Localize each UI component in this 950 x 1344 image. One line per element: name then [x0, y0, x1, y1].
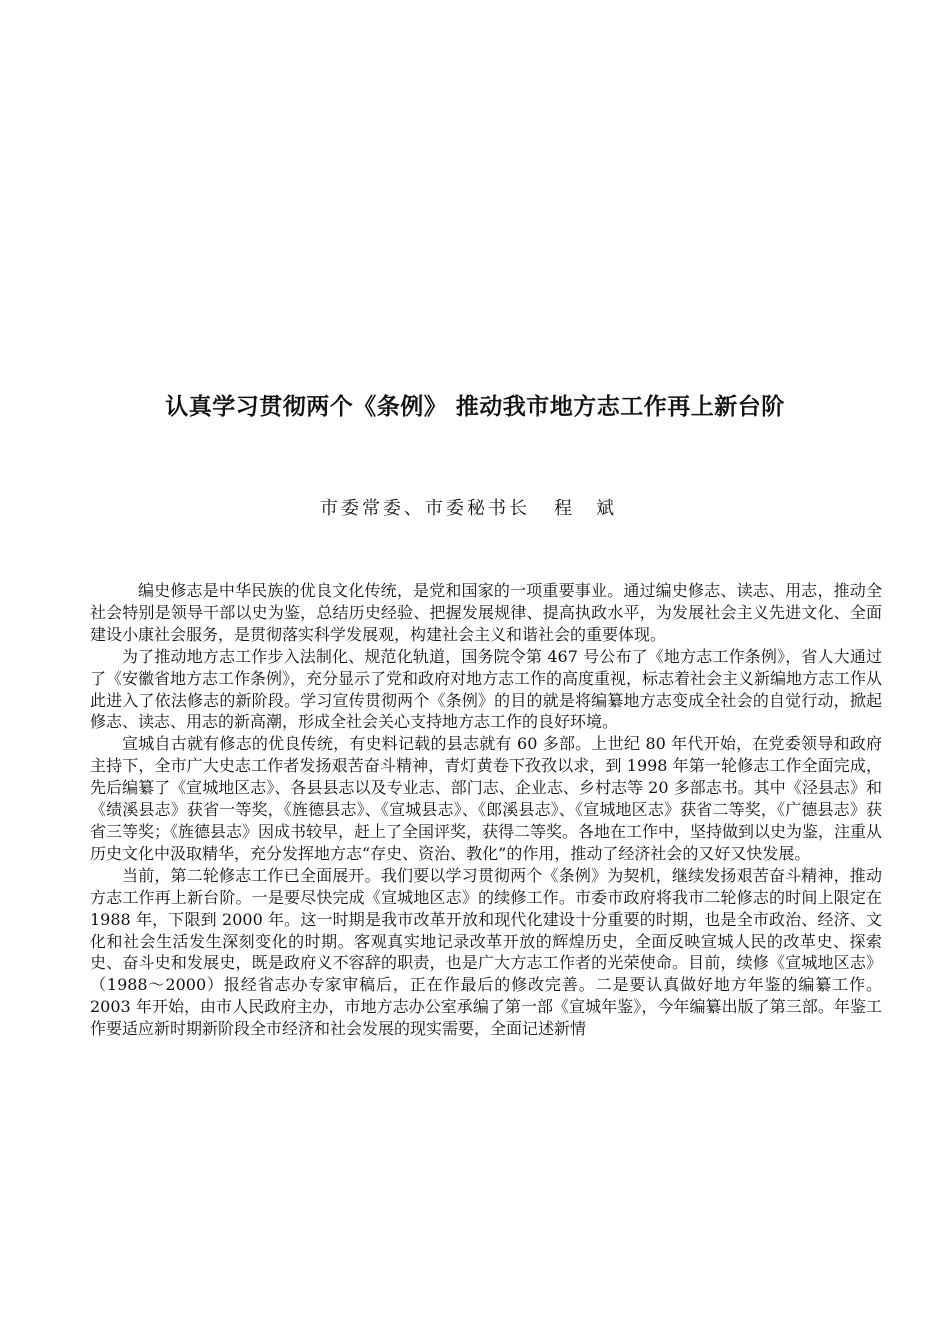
author-byline	[320, 494, 617, 520]
author-name: 程 斌	[554, 498, 617, 519]
author-position: 市委常委、市委秘书长	[320, 498, 530, 519]
document-body	[90, 580, 882, 1040]
paragraph-3: 宣城自古就有修志的优良传统，有史料记载的县志就有 60 多部。上世纪 80 年代开始，在党委领导和政府主持下，全市广大史志工作者发扬艰苦奋斗精神，青灯黄卷下孜孜以求，到 1998 年第一轮修志工作全面完成，先后编纂了《宣城地区志》、各县县志以及专业志、部门志、企业志、乡村志等 20 多部志书。其中《泾县志》和《绩溪县志》获省一等奖，《旌德县志》、《宣城县志》、《郎溪县志》、《宣城地区志》获省二等奖，《广德县志》获省三等奖；《旌德县志》因成书较早，赶上了全国评奖，获得二等奖。各地在工作中，坚持做到以史为鉴，注重从历史文化中汲取精华，充分发挥地方志“存史、资治、教化”的作用，推动了经济社会的又好又快发展。	[90, 734, 883, 863]
paragraph-2: 为了推动地方志工作步入法制化、规范化轨道，国务院令第 467 号公布了《地方志工作条例》，省人大通过了《安徽省地方志工作条例》，充分显示了党和政府对地方志工作的高度重视，标志着社会主义新编地方志工作从此进入了依法修志的新阶段。学习宣传贯彻两个《条例》的目的就是将编纂地方志变成全社会的自觉行动，掀起修志、读志、用志的新高潮，形成全社会关心支持地方志工作的良好环境。	[90, 646, 883, 732]
paragraph-4: 当前，第二轮修志工作已全面展开。我们要以学习贯彻两个《条例》为契机，继续发扬艰苦奋斗精神，推动方志工作再上新台阶。一是要尽快完成《宣城地区志》的续修工作。市委市政府将我市二轮修志的时间上限定在 1988 年，下限到 2000 年。这一时期是我市改革开放和现代化建设十分重要的时期，也是全市政治、经济、文化和社会生活发生深刻变化的时期。客观真实地记录改革开放的辉煌历史，全面反映宣城人民的改革史、探索史、奋斗史和发展史，既是政府义不容辞的职责，也是广大方志工作者的光荣使命。目前，续修《宣城地区志》（1988～2000）报经省志办专家审稿后，正在作最后的修改完善。二是要认真做好地方年鉴的编纂工作。2003 年开始，由市人民政府主办，市地方志办公室承编了第一部《宣城年鉴》，今年编纂出版了第三部。年鉴工作要适应新时期新阶段全市经济和社会发展的现实需要，全面记述新情	[90, 865, 882, 1039]
paragraph-1: 编史修志是中华民族的优良文化传统，是党和国家的一项重要事业。通过编史修志、读志、用志，推动全社会特别是领导干部以史为鉴，总结历史经验、把握发展规律、提高执政水平，为发展社会主义先进文化、全面建设小康社会服务，是贯彻落实科学发展观，构建社会主义和谐社会的重要体现。	[90, 581, 882, 644]
document-title: 认真学习贯彻两个《条例》 推动我市地方志工作再上新台阶	[165, 394, 785, 420]
